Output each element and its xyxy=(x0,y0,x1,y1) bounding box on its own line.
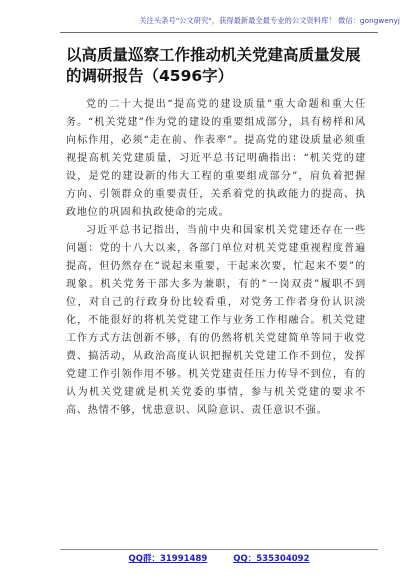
header-promo-text: 关注头条号"公文研究"，获得最新最全最专业的公文资料库！ 微信：gongwenyj xyxy=(139,16,400,25)
footer-qq-group: QQ群：31991489 xyxy=(128,554,208,564)
body-paragraph-2: 习近平总书记指出，当前中央和国家机关党建还存在一些问题：党的十八大以来，各部门单位对机关党建重视程度普遍提高，但仍然存在“说起来重要，干起来次要，忙起来不要”的现象。机关党务干部大多为兼职，有的“一岗双责”履职不到位，对自己的行政身份比较看重，对党务工作者身份认识淡化，不能很好的将机关党建工作与业务工作相融合。机关党建工作方式方法创新不够，有的仍然将机关党建简单等同于收党费、搞活动，从政治高度认识把握机关党建工作不到位，发挥党建工作引领作用不够。机关党建责任压力传导不到位，有的认为机关党建就是机关党委的事情，参与机关党建的要求不高、热情不够，忧患意识、风险意识、责任意识不强。 xyxy=(66,225,366,416)
page-header xyxy=(60,12,400,30)
body-paragraph-1: 党的二十大提出“提高党的建设质量”重大命题和重大任务。“机关党建”作为党的建设的重要组成部分，具有榜样和风向标作用，必须“走在前、作表率”。提高党的建设质量必须重视提高机关党建质量，习近平总书记明确指出：“机关党的建设，是党的建设新的伟大工程的重要组成部分”，肩负着把握方向、引领群众的重要责任，关系着党的执政能力的提高、执政地位的巩固和执政使命的完成。 xyxy=(66,99,366,218)
document-title: 以高质量巡察工作推动机关党建高质量发展的调研报告（4596字） xyxy=(66,46,361,85)
page-footer xyxy=(60,552,378,570)
footer-divider xyxy=(60,549,378,550)
document-body xyxy=(66,96,366,420)
footer-qq: QQ：535304092 xyxy=(233,554,310,564)
header-divider xyxy=(60,32,378,33)
